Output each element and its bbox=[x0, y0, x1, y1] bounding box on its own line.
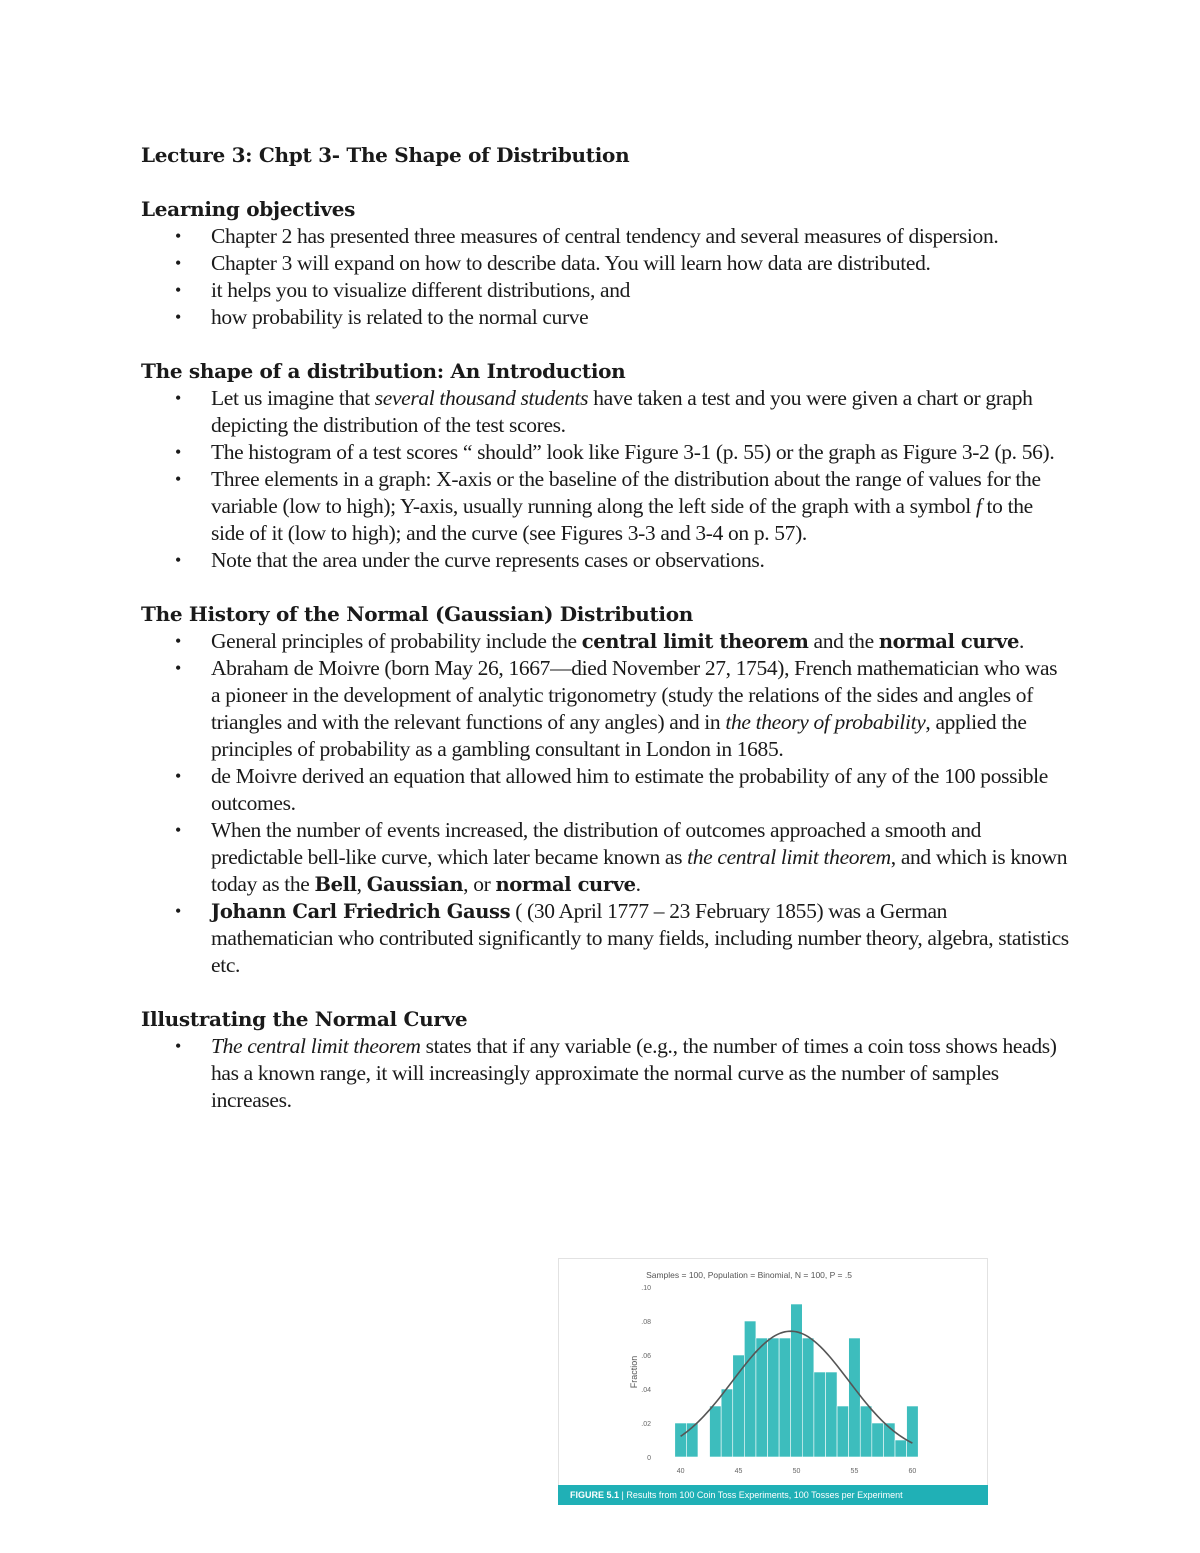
figure-histogram bbox=[558, 1258, 988, 1508]
text-span: . bbox=[1019, 629, 1025, 653]
bold-text: Bell bbox=[314, 873, 357, 896]
list-item: • how probability is related to the normal curve bbox=[141, 304, 1071, 331]
section-heading-illustrating: Illustrating the Normal Curve bbox=[141, 1007, 468, 1031]
y-axis-ticks bbox=[641, 1285, 651, 1462]
histogram-bar bbox=[744, 1321, 756, 1457]
x-tick-label: 40 bbox=[676, 1468, 685, 1475]
emphasis-text: f bbox=[975, 494, 982, 518]
list-item: • The histogram of a test scores “ should” look like Figure 3-1 (p. 55) or the graph as Figure 3-2 (p. 56). bbox=[141, 439, 1071, 466]
y-tick-label: .10 bbox=[641, 1285, 651, 1292]
x-axis-ticks bbox=[677, 1468, 917, 1475]
y-axis-label: Fraction bbox=[629, 1355, 639, 1389]
section-heading-history: The History of the Normal (Gaussian) Distribution bbox=[141, 602, 693, 626]
histogram-bar bbox=[837, 1406, 849, 1457]
histogram-bar bbox=[907, 1406, 919, 1457]
text-span: have taken a test and you were given a chart or graph depicting the distribution of the test scores. bbox=[211, 386, 1033, 437]
histogram-bar bbox=[791, 1304, 803, 1457]
text-span: and the bbox=[808, 629, 879, 653]
figure-frame bbox=[558, 1258, 988, 1490]
histogram-bar bbox=[814, 1372, 826, 1457]
histogram-bar bbox=[825, 1372, 837, 1457]
chart-title: Samples = 100, Population = Binomial, N = 100, P = .5 bbox=[646, 1270, 852, 1280]
bold-text: normal curve bbox=[878, 630, 1019, 653]
list-item: • Chapter 3 will expand on how to describe data. You will learn how data are distributed. bbox=[141, 250, 1071, 277]
histogram-bar bbox=[849, 1338, 861, 1457]
list-item bbox=[141, 628, 1071, 655]
emphasis-text: the central limit theorem bbox=[687, 845, 891, 869]
history-list bbox=[141, 628, 1071, 979]
text-span: ( (30 April 1777 – 23 February 1855) was a German mathematician who contributed significantly to many fields, including number theory, algebra, statistics etc. bbox=[211, 899, 1069, 977]
emphasis-text: The central limit theorem bbox=[211, 1034, 421, 1058]
y-tick-label: 0 bbox=[647, 1455, 651, 1462]
text-span: , or bbox=[463, 872, 496, 896]
list-item bbox=[141, 655, 1071, 763]
text-span: General principles of probability include the bbox=[211, 629, 582, 653]
y-tick-label: .08 bbox=[641, 1319, 651, 1326]
figure-caption-separator: | bbox=[619, 1490, 627, 1500]
text-span: When the number of events increased, the distribution of outcomes approached a smooth and predictable bell-like curve, which later became known as bbox=[211, 818, 982, 869]
histogram-bar bbox=[721, 1389, 733, 1457]
list-item: • Chapter 2 has presented three measures of central tendency and several measures of dispersion. bbox=[141, 223, 1071, 250]
list-item bbox=[141, 898, 1071, 979]
histogram-bar bbox=[768, 1338, 780, 1457]
bold-text: central limit theorem bbox=[581, 630, 809, 653]
text-span: to the side of it (low to high); and the curve (see Figures 3-3 and 3-4 on p. 57). bbox=[211, 494, 1033, 545]
histogram-bar bbox=[860, 1406, 872, 1457]
list-item bbox=[141, 385, 1071, 439]
figure-caption-text: Results from 100 Coin Toss Experiments, 100 Tosses per Experiment bbox=[626, 1490, 903, 1500]
shape-intro-list bbox=[141, 385, 1071, 574]
histogram-bar bbox=[710, 1406, 722, 1457]
histogram-chart bbox=[559, 1259, 989, 1489]
text-span: Three elements in a graph: X-axis or the baseline of the distribution about the range of values for the variable (low to high); Y-axis, usually running along the left side of the graph with a symbol bbox=[211, 467, 1041, 518]
histogram-bar bbox=[675, 1423, 687, 1457]
y-tick-label: .02 bbox=[641, 1421, 651, 1428]
x-tick-label: 55 bbox=[850, 1468, 859, 1475]
histogram-bar bbox=[756, 1338, 768, 1457]
bold-text: Johann Carl Friedrich Gauss bbox=[211, 900, 511, 923]
document-page bbox=[141, 142, 1071, 1114]
histogram-bar bbox=[872, 1423, 884, 1457]
list-item bbox=[141, 817, 1071, 898]
learning-objectives-list bbox=[141, 223, 1071, 331]
bold-text: Gaussian bbox=[366, 873, 464, 896]
text-span: . bbox=[635, 872, 641, 896]
histogram-bar bbox=[779, 1338, 791, 1457]
x-tick-label: 50 bbox=[792, 1468, 801, 1475]
histogram-bar bbox=[733, 1355, 745, 1457]
emphasis-text: the theory of probability bbox=[725, 710, 926, 734]
histogram-bars bbox=[675, 1304, 918, 1457]
list-item bbox=[141, 1033, 1071, 1114]
text-span: Abraham de Moivre (born May 26, 1667—died November 27, 1754), French mathematician who was a pioneer in the development of analytic trigonometry (study the relations of the sides and angles of triangles and with the relevant functions of any angles) and in bbox=[211, 656, 1058, 734]
text-span: states that if any variable (e.g., the number of times a coin toss shows heads) has a known range, it will increasingly approximate the normal curve as the number of samples increases. bbox=[211, 1034, 1057, 1112]
section-heading-shape-intro: The shape of a distribution: An Introduction bbox=[141, 359, 626, 383]
histogram-bar bbox=[802, 1338, 814, 1457]
emphasis-text: several thousand students bbox=[374, 386, 589, 410]
document-title: Lecture 3: Chpt 3- The Shape of Distribution bbox=[141, 143, 630, 167]
illustrating-list bbox=[141, 1033, 1071, 1114]
y-tick-label: .06 bbox=[641, 1353, 651, 1360]
list-item: • it helps you to visualize different distributions, and bbox=[141, 277, 1071, 304]
list-item bbox=[141, 466, 1071, 547]
y-tick-label: .04 bbox=[641, 1387, 651, 1394]
figure-caption bbox=[558, 1485, 988, 1505]
text-span: , bbox=[356, 872, 367, 896]
text-span: , applied the principles of probability as a gambling consultant in London in 1685. bbox=[211, 710, 1027, 761]
bold-text: normal curve bbox=[495, 873, 636, 896]
text-span: Let us imagine that bbox=[211, 386, 375, 410]
figure-caption-label: FIGURE 5.1 bbox=[570, 1490, 620, 1500]
text-span: , and which is known today as the bbox=[211, 845, 1068, 896]
list-item: • de Moivre derived an equation that allowed him to estimate the probability of any of the 100 possible outcomes. bbox=[141, 763, 1071, 817]
x-tick-label: 45 bbox=[734, 1468, 743, 1475]
histogram-bar bbox=[895, 1440, 907, 1457]
x-tick-label: 60 bbox=[908, 1468, 917, 1475]
section-heading-learning-objectives: Learning objectives bbox=[141, 197, 356, 221]
list-item: • Note that the area under the curve represents cases or observations. bbox=[141, 547, 1071, 574]
